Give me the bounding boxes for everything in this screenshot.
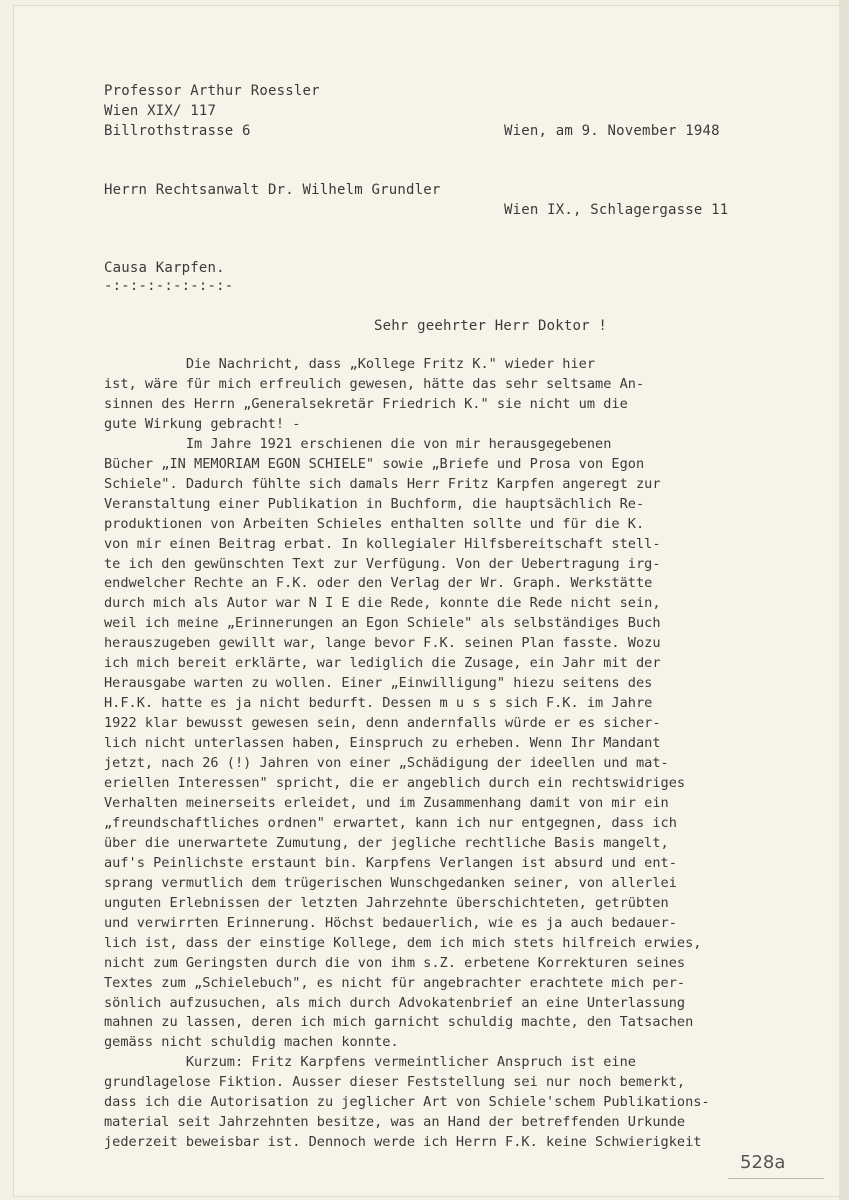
body-line: Schiele". Dadurch fühlte sich damals Herr Fritz Karpfen angeregt zur — [104, 475, 661, 492]
body-line: unguten Erlebnissen der letzten Jahrzehnte überschichteten, getrübten — [104, 894, 669, 911]
body-line: sprang vermutlich dem trügerischen Wunschgedanken seiner, von allerlei — [104, 874, 677, 891]
body-line: te ich den gewünschten Text zur Verfügung. Von der Uebertragung irg- — [104, 555, 661, 572]
body-line: mahnen zu lassen, deren ich mich garnicht schuldig machte, den Tatsachen — [104, 1014, 694, 1031]
body-line: lich ist, dass der einstige Kollege, dem ich mich stets hilfreich erwies, — [104, 934, 702, 951]
recipient-address: Wien IX., Schlagergasse 11 — [504, 202, 729, 218]
body-line: H.F.K. hatte es ja nicht bedurft. Dessen m u s s sich F.K. im Jahre — [104, 695, 653, 712]
letter-date: Wien, am 9. November 1948 — [504, 123, 720, 139]
salutation: Sehr geehrter Herr Doktor ! — [374, 318, 607, 334]
body-line: endwelcher Rechte an F.K. oder den Verlag der Wr. Graph. Werkstätte — [104, 575, 653, 592]
body-line: Veranstaltung einer Publikation in Buchform, die hauptsächlich Re- — [104, 495, 645, 512]
body-line: sönlich aufzusuchen, als mich durch Advokatenbrief an eine Unterlassung — [104, 994, 686, 1011]
body-line: durch mich als Autor war N I E die Rede, konnte die Rede nicht sein, — [104, 595, 661, 612]
sender-street: Billrothstrasse 6 — [104, 123, 251, 139]
body-line: material seit Jahrzehnten besitze, was an Hand der betreffenden Urkunde — [104, 1114, 686, 1131]
body-line: grundlagelose Fiktion. Ausser dieser Feststellung sei nur noch bemerkt, — [104, 1074, 686, 1091]
body-line: Bücher „IN MEMORIAM EGON SCHIELE" sowie „Briefe und Prosa von Egon — [104, 455, 645, 472]
body-line: jederzeit beweisbar ist. Dennoch werde ich Herrn F.K. keine Schwierigkeit — [104, 1134, 702, 1151]
annotation-underline — [728, 1178, 824, 1179]
sender-district: Wien XIX/ 117 — [104, 103, 217, 119]
body-line: dass ich die Autorisation zu jeglicher Art von Schiele'schem Publikations- — [104, 1094, 710, 1111]
sender-name: Professor Arthur Roessler — [104, 83, 320, 99]
body-line: ist, wäre für mich erfreulich gewesen, hätte das sehr seltsame An- — [104, 375, 645, 392]
body-line: auf's Peinlichste erstaunt bin. Karpfens Verlangen ist absurd und ent- — [104, 854, 677, 871]
body-line: Verhalten meinerseits erleidet, und im Zusammenhang damit von mir ein — [104, 794, 669, 811]
body-line: Kurzum: Fritz Karpfens vermeintlicher Anspruch ist eine — [104, 1054, 636, 1071]
body-line: gemäss nicht schuldig machen konnte. — [104, 1034, 399, 1051]
page-annotation: 528a — [740, 1152, 786, 1173]
recipient-name: Herrn Rechtsanwalt Dr. Wilhelm Grundler — [104, 182, 441, 198]
body-line: Die Nachricht, dass „Kollege Fritz K." wieder hier — [104, 356, 596, 372]
body-line: ich mich bereit erklärte, war lediglich die Zusage, ein Jahr mit der — [104, 655, 661, 672]
body-line: von mir einen Beitrag erbat. In kollegialer Hilfsbereitschaft stell- — [104, 535, 661, 552]
body-line: Herausgabe warten zu wollen. Einer „Einwilligung" hiezu seitens des — [104, 675, 653, 692]
subject-underline: -:-:-:-:-:-:-:- — [104, 278, 234, 294]
letter-body — [104, 355, 829, 1153]
body-line: Im Jahre 1921 erschienen die von mir herausgegebenen — [104, 435, 612, 452]
body-line: jetzt, nach 26 (!) Jahren von einer „Schädigung der ideellen und mat- — [104, 755, 669, 772]
body-line: lich nicht unterlassen haben, Einspruch zu erheben. Wenn Ihr Mandant — [104, 735, 661, 752]
body-line: Textes zum „Schielebuch", es nicht für angebrachter erachtete mich per- — [104, 974, 686, 991]
body-line: weil ich meine „Erinnerungen an Egon Schiele" als selbständiges Buch — [104, 615, 661, 632]
body-line: eriellen Interessen" spricht, die er angeblich durch ein rechtswidriges — [104, 775, 686, 792]
body-line: und verwirrten Erinnerung. Höchst bedauerlich, wie es ja auch bedauer- — [104, 914, 677, 931]
body-line: herauszugeben gewillt war, lange bevor F.K. seinen Plan fasste. Wozu — [104, 635, 661, 652]
body-line: über die unerwartete Zumutung, der jegliche rechtliche Basis mangelt, — [104, 834, 669, 851]
body-line: gute Wirkung gebracht! - — [104, 415, 301, 432]
body-line: nicht zum Geringsten durch die von ihm s.Z. erbetene Korrekturen seines — [104, 954, 686, 971]
body-line: „freundschaftliches ordnen" erwartet, kann ich nur entgegnen, dass ich — [104, 814, 677, 831]
body-line: 1922 klar bewusst gewesen sein, denn andernfalls würde er es sicher- — [104, 715, 661, 732]
body-line: produktionen von Arbeiten Schieles enthalten sollte und für die K. — [104, 515, 645, 532]
scan-edge — [839, 0, 849, 1200]
subject-line: Causa Karpfen. — [104, 260, 225, 276]
body-line: sinnen des Herrn „Generalsekretär Friedrich K." sie nicht um die — [104, 395, 628, 412]
